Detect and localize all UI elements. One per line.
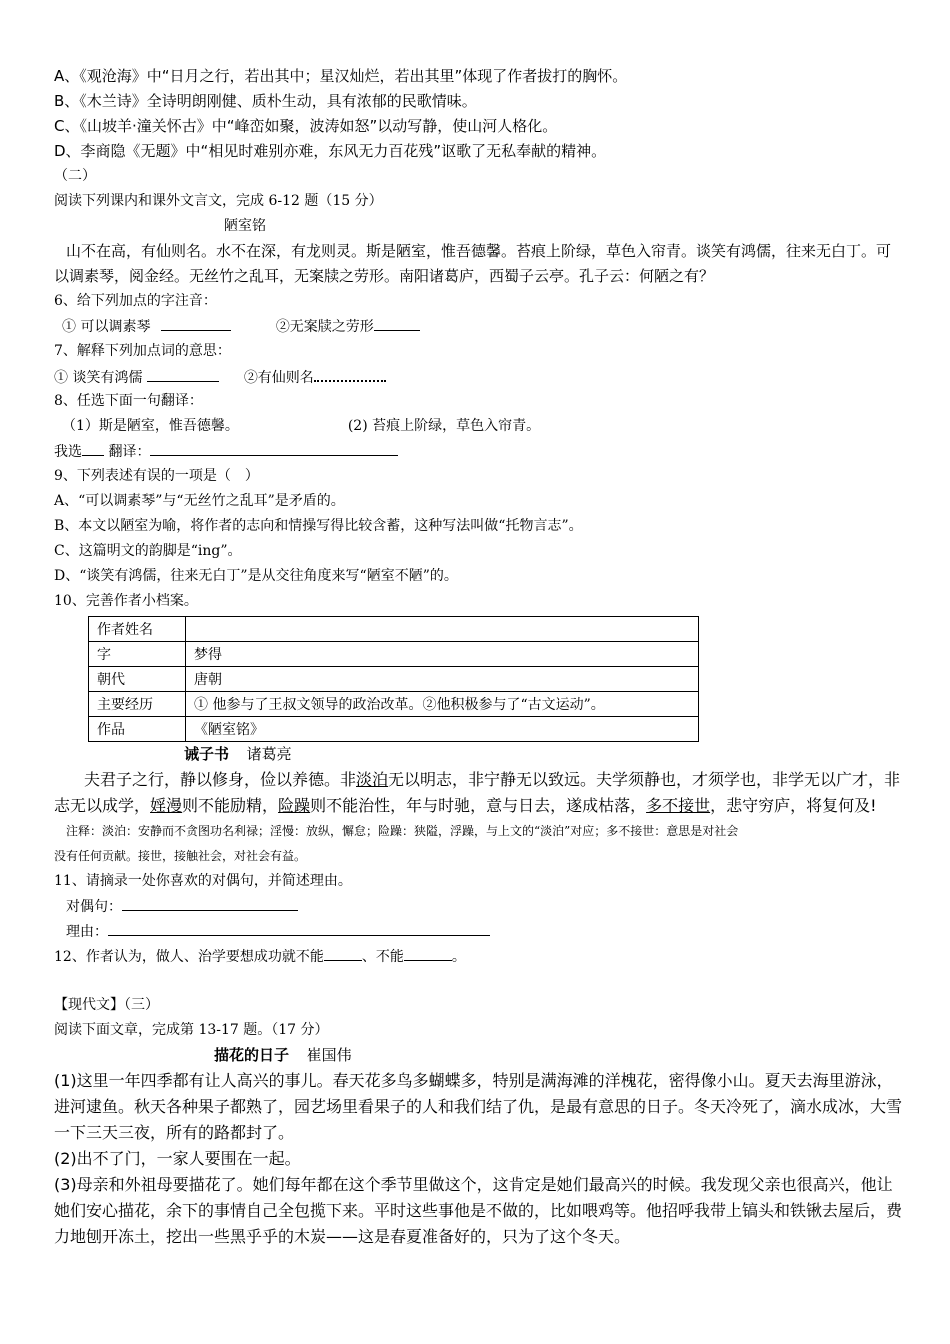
q9-option-a: A、“可以调素琴”与“无丝竹之乱耳”是矛盾的。 bbox=[54, 493, 345, 509]
profile-key: 主要经历 bbox=[89, 692, 186, 717]
jiezi-note-line2: 没有任何贡献。接世，接触社会，对社会有益。 bbox=[54, 849, 307, 863]
q11-stem: 11、请摘录一处你喜欢的对偶句，并简述理由。 bbox=[54, 873, 352, 889]
q8-stem: 8、任选下面一句翻译： bbox=[54, 393, 203, 409]
q5-option-a: A、《观沧海》中“日月之行，若出其中；星汉灿烂，若出其里”体现了作者拔打的胸怀。 bbox=[54, 67, 628, 85]
q9-option-d: D、“谈笑有鸿儒，往来无白丁”是从交往角度来写“陋室不陋”的。 bbox=[54, 568, 458, 584]
jiezi-text-part: ，悲守穷庐，将复何及! bbox=[710, 796, 877, 815]
table-row bbox=[89, 617, 699, 642]
q5-option-b: B、《木兰诗》全诗明朗刚健、质朴生动，具有浓郁的民歌情味。 bbox=[54, 92, 477, 110]
q12-blank1[interactable] bbox=[324, 944, 362, 961]
jiezi-text-part: 夫君子之行，静以修身，俭以养德。非 bbox=[84, 770, 357, 789]
q9-stem: 9、下列表述有误的一项是（ ） bbox=[54, 468, 259, 484]
profile-value: ① 他参与了王叔文领导的政治改革。②他积极参与了“古文运动”。 bbox=[186, 692, 699, 717]
profile-key: 字 bbox=[89, 642, 186, 667]
q7-answer1-blank[interactable] bbox=[147, 365, 219, 382]
q12-row bbox=[54, 944, 904, 969]
jiezi-text bbox=[54, 767, 904, 819]
q6-stem: 6、给下列加点的字注音： bbox=[54, 293, 217, 309]
q7-stem: 7、解释下列加点词的意思： bbox=[54, 343, 231, 359]
table-row bbox=[89, 667, 699, 692]
q12-blank2[interactable] bbox=[404, 944, 452, 961]
article-title: 描花的日子 bbox=[214, 1046, 290, 1064]
profile-value-name-input[interactable] bbox=[186, 617, 699, 642]
q8-translate-blank[interactable] bbox=[150, 439, 398, 456]
author-profile-table bbox=[88, 616, 699, 742]
q12-mid: 、不能 bbox=[361, 949, 404, 965]
q8-choose-label: 我选 bbox=[54, 444, 82, 460]
jiezi-text-part: 则不能励精， bbox=[182, 796, 279, 815]
q12-post: 。 bbox=[451, 949, 466, 965]
section3-instruction: 阅读下面文章，完成第 13-17 题。（17 分） bbox=[54, 1022, 329, 1038]
jiezi-underlined-word: 婬漫 bbox=[150, 796, 183, 815]
jiezi-title-row bbox=[54, 742, 904, 767]
profile-value: 唐朝 bbox=[186, 667, 699, 692]
q8-opt1: （1）斯是陋室，惟吾德馨。 bbox=[62, 418, 239, 434]
section2-label: （二） bbox=[54, 168, 96, 184]
q6-answer2-blank[interactable] bbox=[374, 314, 420, 331]
q5-option-d: D、李商隐《无题》中“相见时难别亦难，东风无力百花残”讴歌了无私奉献的精神。 bbox=[54, 142, 607, 160]
profile-value: 梦得 bbox=[186, 642, 699, 667]
article-paragraph-1: (1)这里一年四季都有让人高兴的事儿。春天花多鸟多蝴蝶多，特别是满海滩的洋槐花，密得像小山。夏天去海里游泳，进河逮鱼。秋天各种果子都熟了，园艺场里看果子的人和我们结了仇，是最有意思的日子。冬天冷死了，滴水成冰，大雪一下三天三夜，所有的路都封了。 bbox=[54, 1071, 903, 1142]
q9-option-c: C、这篇明文的韵脚是“ing”。 bbox=[54, 543, 242, 559]
article-paragraph-2: (2)出不了门，一家人要围在一起。 bbox=[54, 1149, 301, 1168]
q6-item2: ②无案牍之劳形 bbox=[275, 319, 374, 335]
q12-pre: 12、作者认为，做人、治学要想成功就不能 bbox=[54, 949, 324, 965]
q8-opt2: (2) 苔痕上阶绿，草色入帘青。 bbox=[347, 418, 541, 434]
jiezi-underlined-word: 多不接世 bbox=[646, 796, 711, 815]
section2-instruction: 阅读下列课内和课外文言文，完成 6-12 题（15 分） bbox=[54, 193, 383, 209]
jiezi-underlined-word: 险躁 bbox=[278, 796, 311, 815]
q11-pair-blank[interactable] bbox=[122, 894, 298, 911]
poem-title: 陋室铭 bbox=[224, 218, 266, 234]
jiezi-note-line1: 注释：淡泊：安静而不贪图功名利禄；淫慢：放纵，懈怠；险躁：狭隘，浮躁，与上文的“淡泊”对应；多不接世：意思是对社会 bbox=[66, 824, 739, 838]
article-title-row bbox=[54, 1043, 904, 1068]
profile-value: 《陋室铭》 bbox=[186, 717, 699, 742]
q11-reason-blank[interactable] bbox=[108, 919, 490, 936]
jiezi-author: 诸葛亮 bbox=[246, 745, 292, 763]
table-row bbox=[89, 692, 699, 717]
article-author: 崔国伟 bbox=[306, 1046, 352, 1064]
q5-option-c: C、《山坡羊·潼关怀古》中“峰峦如聚，波涛如怒”以动写静，使山河人格化。 bbox=[54, 117, 558, 135]
q11-reason-label: 理由： bbox=[66, 924, 108, 940]
q6-answer1-blank[interactable] bbox=[161, 314, 231, 331]
q8-choice-blank[interactable] bbox=[82, 439, 104, 456]
q11-reason-row bbox=[54, 919, 904, 944]
q11-pair-row bbox=[54, 894, 904, 919]
table-row bbox=[89, 717, 699, 742]
q11-pair-label: 对偶句： bbox=[66, 899, 122, 915]
exam-page bbox=[54, 64, 904, 1250]
q6-items bbox=[54, 314, 904, 339]
q9-option-b: B、本文以陋室为喻，将作者的志向和情操写得比较含蓄，这种写法叫做“托物言志”。 bbox=[54, 518, 583, 534]
q8-options bbox=[54, 414, 904, 439]
poem-text: 山不在高，有仙则名。水不在深，有龙则灵。斯是陋室，惟吾德馨。苔痕上阶绿，草色入帘青。谈笑有鸿儒，往来无白丁。可以调素琴，阅金经。无丝竹之乱耳，无案牍之劳形。南阳诸葛庐，西蜀子云亭。孔子云：何陋之有？ bbox=[54, 242, 892, 285]
profile-key: 作者姓名 bbox=[89, 617, 186, 642]
q7-answer2-blank[interactable] bbox=[314, 364, 386, 382]
q8-translate-label: 翻译： bbox=[108, 444, 151, 460]
profile-key: 作品 bbox=[89, 717, 186, 742]
q8-answer-row bbox=[54, 439, 904, 464]
jiezi-underlined-word: 淡泊 bbox=[356, 770, 389, 789]
q7-items bbox=[54, 364, 904, 389]
table-row bbox=[89, 642, 699, 667]
jiezi-text-part: 无以明志，非宁静无以致远。夫学须静也，才须学也，非学无以广才，非志无以成学， bbox=[54, 770, 901, 815]
jiezi-text-part: 则不能治性，年与时驰，意与日去，遂成枯落， bbox=[310, 796, 647, 815]
article-paragraph-3: (3)母亲和外祖母要描花了。她们每年都在这个季节里做这个，这肯定是她们最高兴的时候。我发现父亲也很高兴，他让她们安心描花，余下的事情自己全包揽下来。平时这些事他是不做的，比如喂鸡等。他招呼我带上镐头和铁锹去屋后，费力地刨开冻土，挖出一些黑乎乎的木炭——这是春夏准备好的，只为了这个冬天。 bbox=[54, 1175, 903, 1246]
profile-key: 朝代 bbox=[89, 667, 186, 692]
q6-item1: ① 可以调素琴 bbox=[62, 319, 151, 335]
q7-item2: ②有仙则名 bbox=[243, 370, 314, 386]
jiezi-title: 诫子书 bbox=[184, 745, 230, 763]
q7-item1: ① 谈笑有鸿儒 bbox=[54, 370, 143, 386]
section3-label: 【现代文】（三） bbox=[54, 997, 159, 1013]
q10-stem: 10、完善作者小档案。 bbox=[54, 593, 198, 609]
